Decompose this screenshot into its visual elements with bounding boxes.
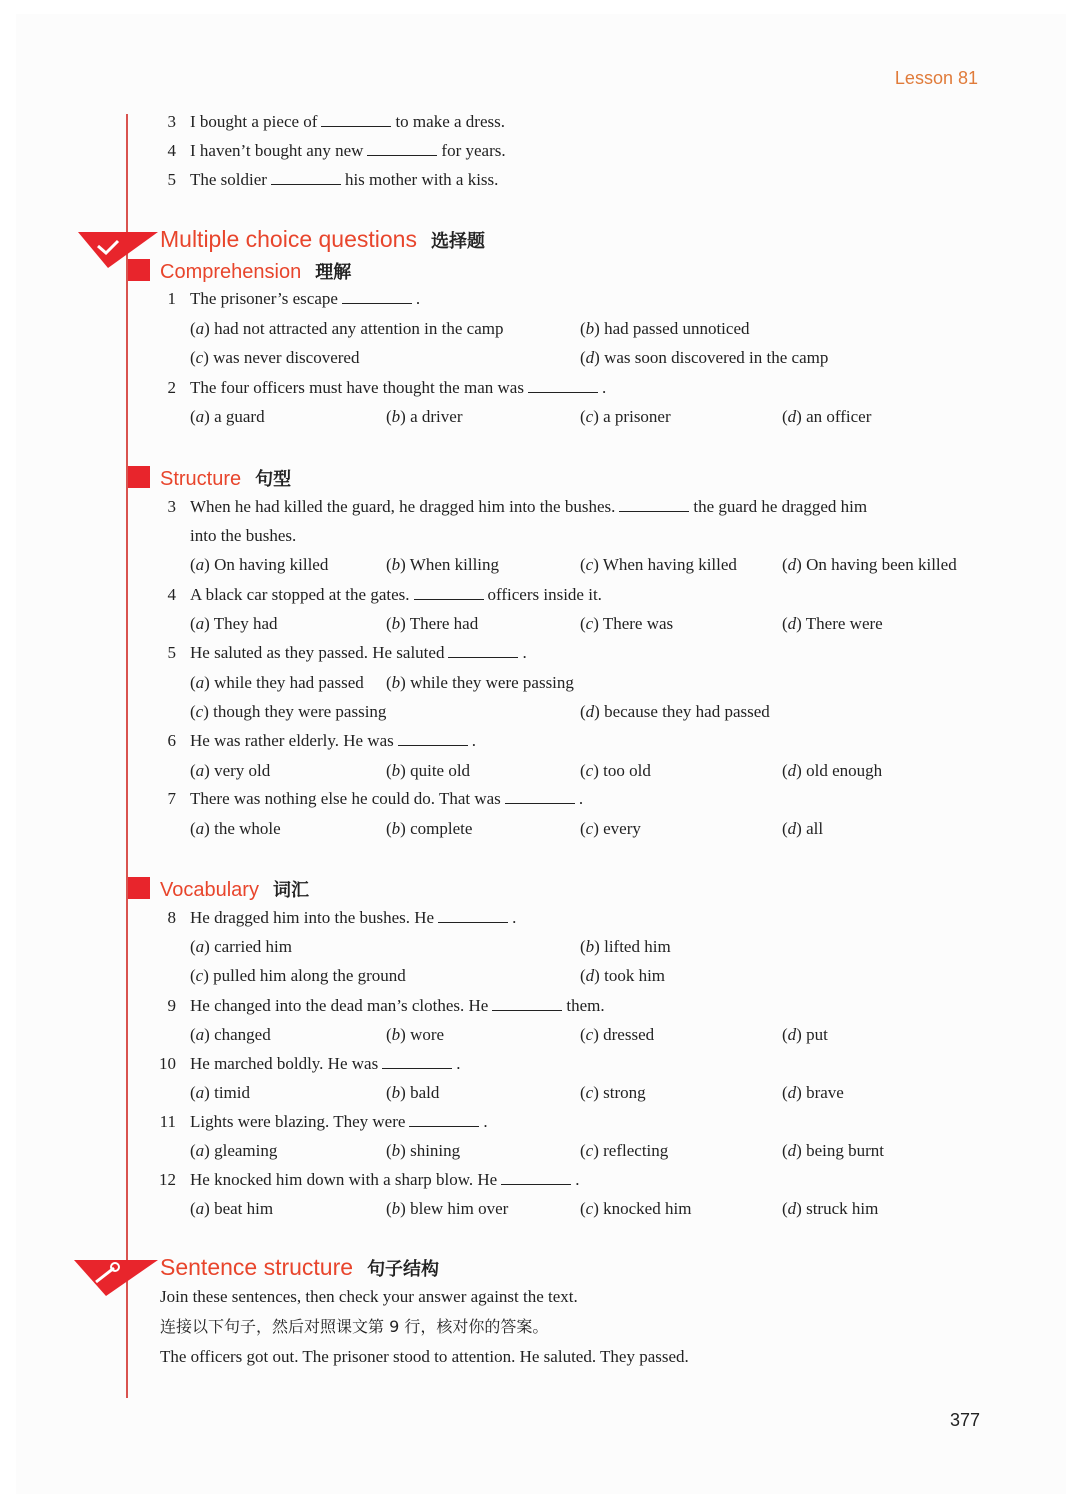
question-stem: There was nothing else he could do. That was . (190, 789, 584, 808)
continued-item: I haven’t bought any new for years. (190, 141, 506, 160)
option-b: (b) shining (386, 1141, 461, 1160)
option-a: (a) changed (190, 1025, 271, 1044)
option-b: (b) a driver (386, 407, 463, 426)
exercise-sentences: The officers got out. The prisoner stood to attention. He saluted. They passed. (160, 1347, 689, 1366)
option-d: (d) all (782, 819, 824, 838)
item-number: 4 (167, 585, 176, 604)
continued-item: The soldier his mother with a kiss. (190, 170, 499, 189)
option-c: (c) dressed (580, 1025, 655, 1044)
option-c: (c) There was (580, 614, 674, 633)
option-b: (b) When killing (386, 555, 500, 574)
item-number: 12 (159, 1170, 176, 1189)
option-a: (a) beat him (190, 1199, 274, 1218)
option-c: (c) knocked him (580, 1199, 692, 1218)
option-c: (c) When having killed (580, 555, 737, 574)
option-d: (d) put (782, 1025, 828, 1044)
question-stem: He knocked him down with a sharp blow. He . (190, 1170, 580, 1189)
item-number: 9 (167, 996, 176, 1015)
item-number: 11 (159, 1112, 176, 1131)
question-stem: The four officers must have thought the man was . (190, 378, 607, 397)
option-b: (b) lifted him (580, 937, 671, 956)
option-d: (d) There were (782, 614, 883, 633)
question-stem: He dragged him into the bushes. He . (190, 908, 517, 927)
question-stem: He was rather elderly. He was . (190, 731, 477, 750)
option-a: (a) the whole (190, 819, 281, 838)
option-a: (a) had not attracted any attention in the camp (190, 319, 504, 338)
question-stem: When he had killed the guard, he dragged him into the bushes. the guard he dragged him (190, 497, 868, 516)
item-number: 5 (167, 643, 176, 662)
option-c: (c) reflecting (580, 1141, 669, 1160)
question-stem: He saluted as they passed. He saluted . (190, 643, 527, 662)
option-c: (c) pulled him along the ground (190, 966, 406, 985)
margin-rule (126, 114, 128, 1398)
option-a: (a) They had (190, 614, 278, 633)
instruction-english: Join these sentences, then check your answer against the text. (160, 1287, 578, 1306)
option-b: (b) complete (386, 819, 473, 838)
option-a: (a) timid (190, 1083, 250, 1102)
structure-heading: Structure 句型 (160, 468, 292, 490)
lesson-label: Lesson 81 (894, 68, 978, 88)
option-d: (d) was soon discovered in the camp (580, 348, 829, 367)
item-number: 4 (167, 141, 176, 160)
option-b: (b) bald (386, 1083, 440, 1102)
question-stem: He changed into the dead man’s clothes. He them. (190, 996, 605, 1015)
item-number: 6 (167, 731, 176, 750)
question-stem-continued: into the bushes. (190, 526, 297, 545)
item-number: 1 (167, 289, 176, 308)
option-d: (d) being burnt (782, 1141, 884, 1160)
option-b: (b) There had (386, 614, 479, 633)
option-a: (a) On having killed (190, 555, 329, 574)
option-c: (c) every (580, 819, 641, 838)
question-stem: A black car stopped at the gates. officers inside it. (190, 585, 602, 604)
option-b: (b) quite old (386, 761, 471, 780)
option-d: (d) brave (782, 1083, 844, 1102)
item-number: 3 (167, 497, 176, 516)
option-d: (d) an officer (782, 407, 872, 426)
question-stem: Lights were blazing. They were . (190, 1112, 488, 1131)
item-number: 3 (167, 112, 176, 131)
option-c: (c) a prisoner (580, 407, 671, 426)
option-d: (d) old enough (782, 761, 883, 780)
item-number: 7 (167, 789, 176, 808)
option-a: (a) a guard (190, 407, 265, 426)
item-number: 8 (167, 908, 176, 927)
option-c: (c) strong (580, 1083, 646, 1102)
wrench-flag-icon (74, 1256, 158, 1298)
sentence-structure-heading: Sentence structure 句子结构 (160, 1254, 440, 1280)
instruction-chinese: 连接以下句子，然后对照课文第 9 行，核对你的答案。 (160, 1317, 549, 1336)
option-a: (a) while they had passed (190, 673, 364, 692)
option-a: (a) gleaming (190, 1141, 278, 1160)
option-b: (b) had passed unnoticed (580, 319, 750, 338)
option-d: (d) struck him (782, 1199, 879, 1218)
option-d: (d) because they had passed (580, 702, 770, 721)
vocabulary-heading: Vocabulary 词汇 (160, 879, 309, 901)
option-c: (c) though they were passing (190, 702, 387, 721)
option-b: (b) wore (386, 1025, 445, 1044)
option-a: (a) carried him (190, 937, 292, 956)
item-number: 2 (167, 378, 176, 397)
page-number: 377 (950, 1410, 981, 1430)
section-marker (128, 877, 150, 899)
section-marker (128, 259, 150, 281)
option-c: (c) too old (580, 761, 651, 780)
continued-item: I bought a piece of to make a dress. (190, 112, 505, 131)
option-c: (c) was never discovered (190, 348, 360, 367)
question-stem: The prisoner’s escape . (190, 289, 421, 308)
option-b: (b) blew him over (386, 1199, 509, 1218)
item-number: 10 (159, 1054, 176, 1073)
option-b: (b) while they were passing (386, 673, 574, 692)
option-d: (d) On having been killed (782, 555, 957, 574)
mcq-heading: Multiple choice questions 选择题 (160, 226, 485, 252)
question-stem: He marched boldly. He was . (190, 1054, 461, 1073)
comprehension-heading: Comprehension 理解 (160, 261, 352, 283)
item-number: 5 (167, 170, 176, 189)
section-marker (128, 466, 150, 488)
option-a: (a) very old (190, 761, 271, 780)
option-d: (d) took him (580, 966, 666, 985)
